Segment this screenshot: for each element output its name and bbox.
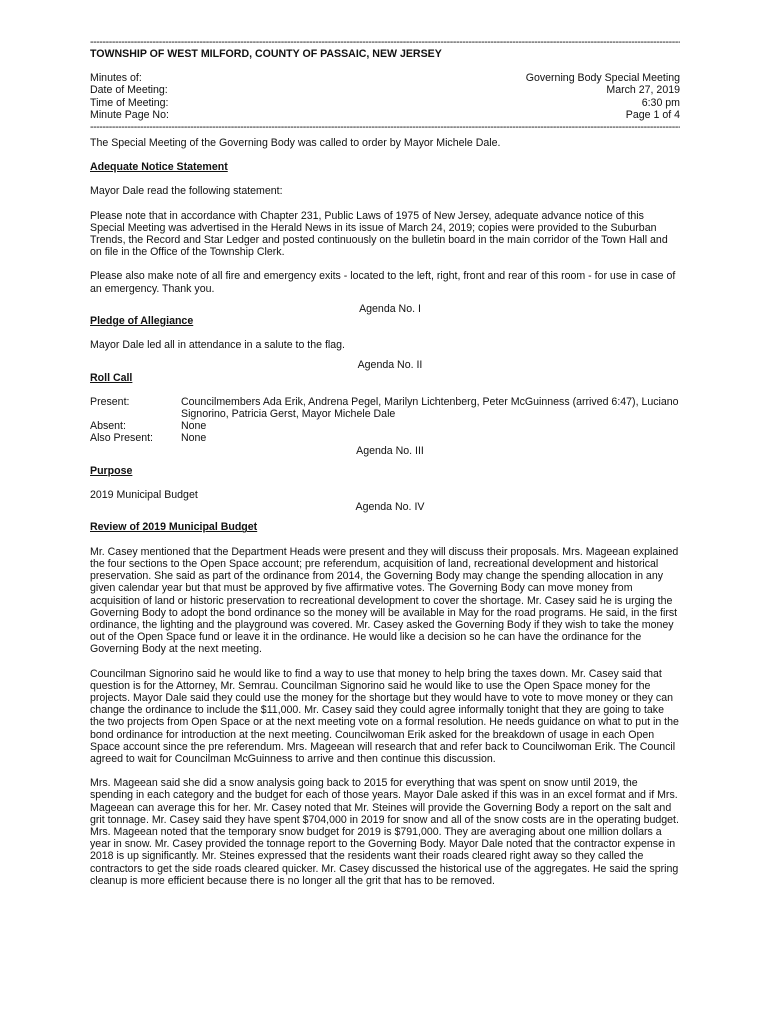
section-heading-notice: Adequate Notice Statement (90, 161, 228, 174)
minutes-page (90, 38, 680, 899)
meta-label: Minutes of: (90, 72, 142, 85)
agenda-number: Agenda No. III (356, 444, 424, 457)
notice-paragraph: Please note that in accordance with Chapter 231, Public Laws of 1975 of New Jersey, adequate advance notice of this Special Meeting was advertised in the Herald News in its issue of March 24, 2019; copies were provided to the Suburban Trends, the Record and Star Ledger and posted continuously on the bulletin board in the main corridor of the Town Hall and on file in the Office of the Township Clerk. (90, 209, 668, 259)
notice-paragraph: Please also make note of all fire and emergency exits - located to the left, right, front and rear of this room - for use in case of an emergency. Thank you. (90, 270, 676, 295)
review-paragraph: Mr. Casey mentioned that the Department Heads were present and they will discuss their proposals. Mrs. Mageean explained the four sections to the Open Space account; pre referendum, acquisition of land, recreational development and historical preservation. She said as part of the ordinance from 2014, the Governing Body may change the spending allocation in any given calendar year but that must be approved by five affirmative votes. The Governing Body can move money from acquisition of land or historic preservation to recreational development to cover the shortage. Mr. Casey said he is urging the Governing Body to adopt the bond ordinance so the money will be available in May for the road programs. He said, in the first ordinance, the lighting and the playground was covered. Mr. Casey asked the Governing Body if they wish to take the money out of the Open Space fund or leave it in the ordinance. He would like a decision so he can have the ordinance for the Governing Body at the next meeting. (90, 545, 679, 656)
meta-value: Governing Body Special Meeting (525, 72, 680, 85)
agenda-number: Agenda No. I (359, 302, 421, 315)
intro-paragraph: The Special Meeting of the Governing Body was called to order by Mayor Michele Dale. (90, 137, 501, 150)
pledge-paragraph: Mayor Dale led all in attendance in a salute to the flag. (90, 339, 345, 352)
header-rule (90, 123, 680, 131)
meta-row-time (90, 97, 680, 109)
meta-value: 6:30 pm (641, 96, 680, 109)
meta-value: March 27, 2019 (606, 84, 680, 97)
roll-value: None (181, 432, 207, 445)
purpose-paragraph: 2019 Municipal Budget (90, 489, 198, 502)
roll-label: Absent: (90, 420, 126, 433)
meta-row-minutes-of (90, 72, 680, 84)
top-rule (90, 38, 680, 46)
roll-call-table (90, 396, 680, 445)
meta-row-date (90, 84, 680, 96)
meta-row-page (90, 109, 680, 121)
agenda-number: Agenda No. II (357, 359, 423, 372)
roll-label: Also Present: (90, 432, 154, 445)
roll-value: Councilmembers Ada Erik, Andrena Pegel, Marilyn Lichtenberg, Peter McGuinness (arrived 6:47), Luciano Signorino, Patricia Gerst, Mayor Michele Dale (181, 395, 679, 421)
roll-value: None (181, 420, 207, 433)
meeting-meta (90, 72, 680, 121)
notice-paragraph: Mayor Dale read the following statement: (90, 185, 283, 198)
section-heading-purpose: Purpose (90, 464, 133, 477)
agenda-number: Agenda No. IV (355, 501, 425, 514)
meta-label: Date of Meeting: (90, 84, 168, 97)
section-heading-pledge: Pledge of Allegiance (90, 315, 194, 328)
section-heading-review: Review of 2019 Municipal Budget (90, 521, 258, 534)
section-heading-roll-call: Roll Call (90, 371, 133, 384)
meta-value: Page 1 of 4 (625, 108, 680, 121)
meta-label: Minute Page No: (90, 108, 169, 121)
meta-label: Time of Meeting: (90, 96, 169, 109)
review-paragraph: Mrs. Mageean said she did a snow analysis going back to 2015 for everything that was spent on snow until 2019, the spending in each category and the budget for each of those years. Mayor Dale asked if this was in an excel format and if Mrs. Mageean can average this for her. Mr. Casey noted that Mr. Steines will provide the Governing Body a report on the salt and grit tonnage. Mr. Casey said they have spent $704,000 in 2019 for snow and all of the snow costs are in the operating budget. Mrs. Mageean noted that the temporary snow budget for 2019 is $791,000. They are averaging about one million dollars a year in snow. Mr. Casey provided the tonnage report to the Governing Body. Mayor Dale noted that the contractor expense in 2018 is up significantly. Mr. Steines expressed that the residents want their roads cleared right away so they called the contractors to get the side roads cleared quicker. Mr. Casey discussed the historical use of the aggregates. He said the spring cleanup is more efficient because there is no longer all the grit that has to be removed. (90, 777, 679, 887)
review-paragraph: Councilman Signorino said he would like to find a way to use that money to help bring the taxes down. Mr. Casey said that question is for the Attorney, Mr. Semrau. Councilman Signorino said he would like to use the Open Space money for the projects. Mayor Dale said they could use the money for the shortage but they would have to vote to move money or they can change the ordinance to include the $11,000. Mr. Casey said they could agree informally tonight that they are going to take the two projects from Open Space or at the next meeting vote on a formal resolution. He needs guidance on what to put in the bond ordinance for introduction at the next meeting. Councilwoman Erik asked for the breakdown of usage in each Open Space account since the pre referendum. Mrs. Mageean will research that and refer back to Councilwoman Erik. The Council agreed to wait for Councilman McGuinness to arrive and then continue this discussion. (90, 667, 679, 765)
roll-label: Present: (90, 395, 130, 408)
document-title: TOWNSHIP OF WEST MILFORD, COUNTY OF PASSAIC, NEW JERSEY (90, 48, 442, 60)
